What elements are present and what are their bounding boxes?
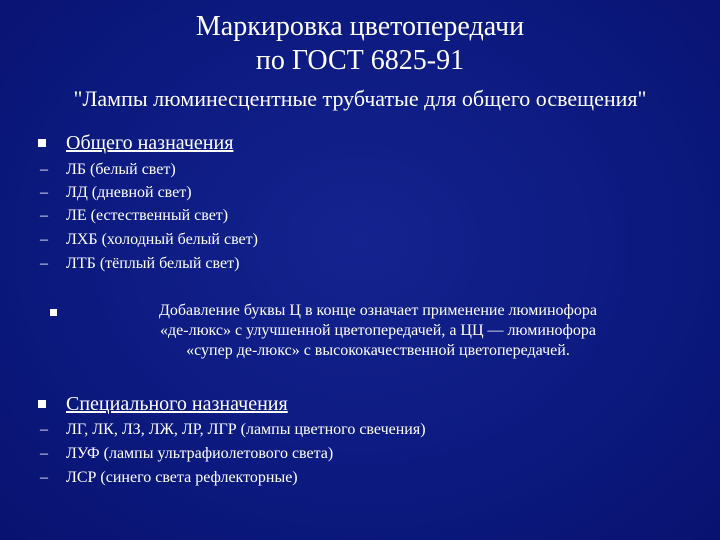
dash-bullet-icon: – xyxy=(40,231,48,248)
dash-bullet-icon: – xyxy=(40,469,48,486)
square-bullet-icon xyxy=(50,309,57,316)
dash-bullet-icon: – xyxy=(40,421,48,438)
list-item-general-5: ЛТБ (тёплый белый свет) xyxy=(66,255,240,272)
note-line-1: Добавление буквы Ц в конце означает применение люминофора xyxy=(159,302,597,319)
list-item-general-3: ЛЕ (естественный свет) xyxy=(66,207,229,224)
dash-bullet-icon: – xyxy=(40,255,48,272)
dash-bullet-icon: – xyxy=(40,207,48,224)
list-item-general-2: ЛД (дневной свет) xyxy=(66,184,192,201)
slide-title-line-2: по ГОСТ 6825-91 xyxy=(255,45,465,76)
note-line-2: «де-люкс» с улучшенной цветопередачей, а ЦЦ — люминофора xyxy=(160,322,596,339)
dash-bullet-icon: – xyxy=(40,184,48,201)
square-bullet-icon xyxy=(38,400,46,408)
dash-bullet-icon: – xyxy=(40,445,48,462)
section-heading-special: Специального назначения xyxy=(66,393,288,415)
note-paragraph xyxy=(78,301,678,361)
dash-bullet-icon: – xyxy=(40,161,48,178)
note-line-3: «супер де-люкс» с высококачественной цветопередачей. xyxy=(186,342,570,359)
slide-subtitle: "Лампы люминесцентные трубчатые для общего освещения" xyxy=(73,86,647,111)
section-heading-general: Общего назначения xyxy=(66,132,234,154)
square-bullet-icon xyxy=(38,139,46,147)
list-item-general-1: ЛБ (белый свет) xyxy=(66,161,176,178)
list-item-special-3: ЛСР (синего света рефлекторные) xyxy=(66,469,298,486)
slide-title-line-1: Маркировка цветопередачи xyxy=(195,11,525,42)
list-item-general-4: ЛХБ (холодный белый свет) xyxy=(66,231,258,248)
list-item-special-1: ЛГ, ЛК, ЛЗ, ЛЖ, ЛР, ЛГР (лампы цветного свечения) xyxy=(66,421,426,438)
list-item-special-2: ЛУФ (лампы ультрафиолетового света) xyxy=(66,445,334,462)
